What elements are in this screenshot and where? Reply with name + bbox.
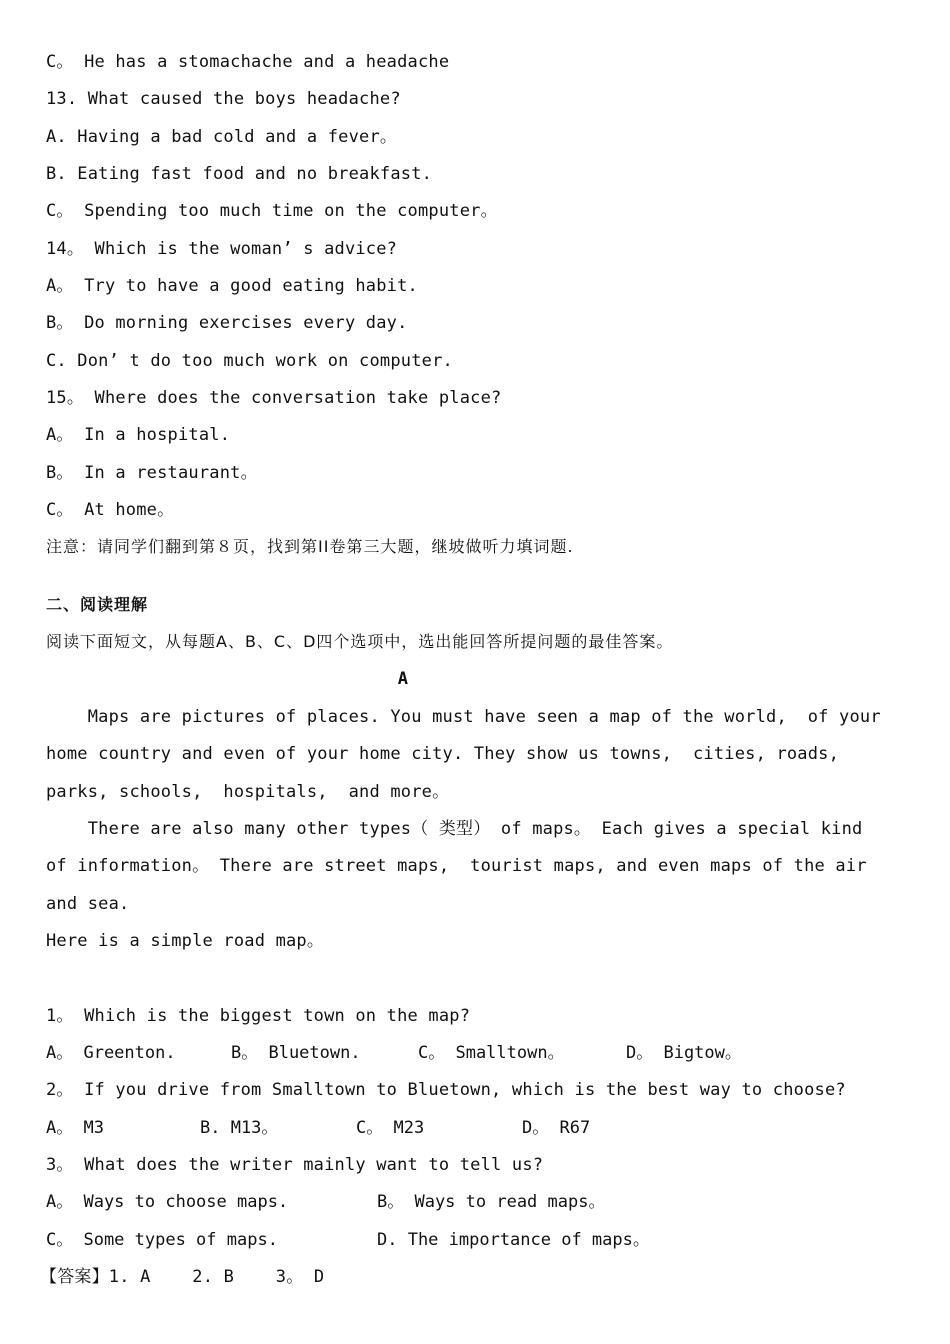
listening-note: 注意：请同学们翻到第８页，找到第II卷第三大题，继坡做听力填词题. [46, 537, 574, 556]
para2-line3: and sea. [46, 894, 130, 914]
para1-line1: Maps are pictures of places. You must have seen a map of the world, of your [46, 707, 881, 727]
reading-q3-option-b: B。 Ways to read maps。 [377, 1192, 606, 1212]
reading-q1-option-b: B。 Bluetown. [231, 1043, 361, 1063]
reading-q3-option-d: D. The importance of maps。 [377, 1230, 650, 1250]
q15-question: 15。 Where does the conversation take place? [46, 388, 502, 408]
para2-line2: of information。 There are street maps, tourist maps, and even maps of the air [46, 856, 867, 876]
reading-q3-option-a: A。 Ways to choose maps. [46, 1192, 289, 1212]
q15-option-a: A。 In a hospital. [46, 425, 231, 445]
reading-q1-option-c: C。 Smalltown。 [418, 1043, 565, 1063]
answer-key: 【答案】1. A 2. B 3。 D [40, 1267, 325, 1287]
para1-line3: parks, schools, hospitals, and more。 [46, 782, 450, 802]
reading-q2-option-d: D。 R67 [522, 1118, 591, 1138]
passage-label: A [397, 669, 409, 689]
q15-option-c: C。 At home。 [46, 500, 175, 520]
reading-q3-option-c: C。 Some types of maps. [46, 1230, 278, 1250]
reading-q1-option-d: D。 Bigtow。 [626, 1043, 742, 1063]
para3: Here is a simple road map。 [46, 931, 325, 951]
q14-option-c: C. Don’ t do too much work on computer. [46, 351, 453, 371]
para2-line1: There are also many other types（ 类型） of maps。 Each gives a special kind [46, 819, 863, 839]
reading-q3-question: 3。 What does the writer mainly want to tell us? [46, 1155, 544, 1175]
reading-q1-question: 1。 Which is the biggest town on the map? [46, 1006, 471, 1026]
q13-option-c: C。 Spending too much time on the computer。 [46, 201, 498, 221]
q14-question: 14。 Which is the woman’ s advice? [46, 239, 398, 259]
q14-option-b: B。 Do morning exercises every day. [46, 313, 408, 333]
section-title: 二、阅读理解 [46, 595, 149, 614]
q13-option-a: A. Having a bad cold and a fever。 [46, 127, 398, 147]
reading-instructions: 阅读下面短文，从每题A、B、C、D四个选项中，选出能回答所提问题的最佳答案。 [46, 632, 674, 651]
reading-q2-question: 2。 If you drive from Smalltown to Bluetown, which is the best way to choose? [46, 1080, 846, 1100]
reading-q2-option-b: B. M13。 [200, 1118, 279, 1138]
q13-option-b: B. Eating fast food and no breakfast. [46, 164, 433, 184]
q14-option-a: A。 Try to have a good eating habit. [46, 276, 418, 296]
reading-q2-option-a: A。 M3 [46, 1118, 104, 1138]
reading-q1-option-a: A。 Greenton. [46, 1043, 176, 1063]
q13-question: 13. What caused the boys headache? [46, 89, 401, 109]
reading-q2-option-c: C。 M23 [356, 1118, 425, 1138]
q12-option-c: C。 He has a stomachache and a headache [46, 52, 450, 72]
para1-line2: home country and even of your home city. They show us towns, cities, roads, [46, 744, 840, 764]
q15-option-b: B。 In a restaurant。 [46, 463, 258, 483]
